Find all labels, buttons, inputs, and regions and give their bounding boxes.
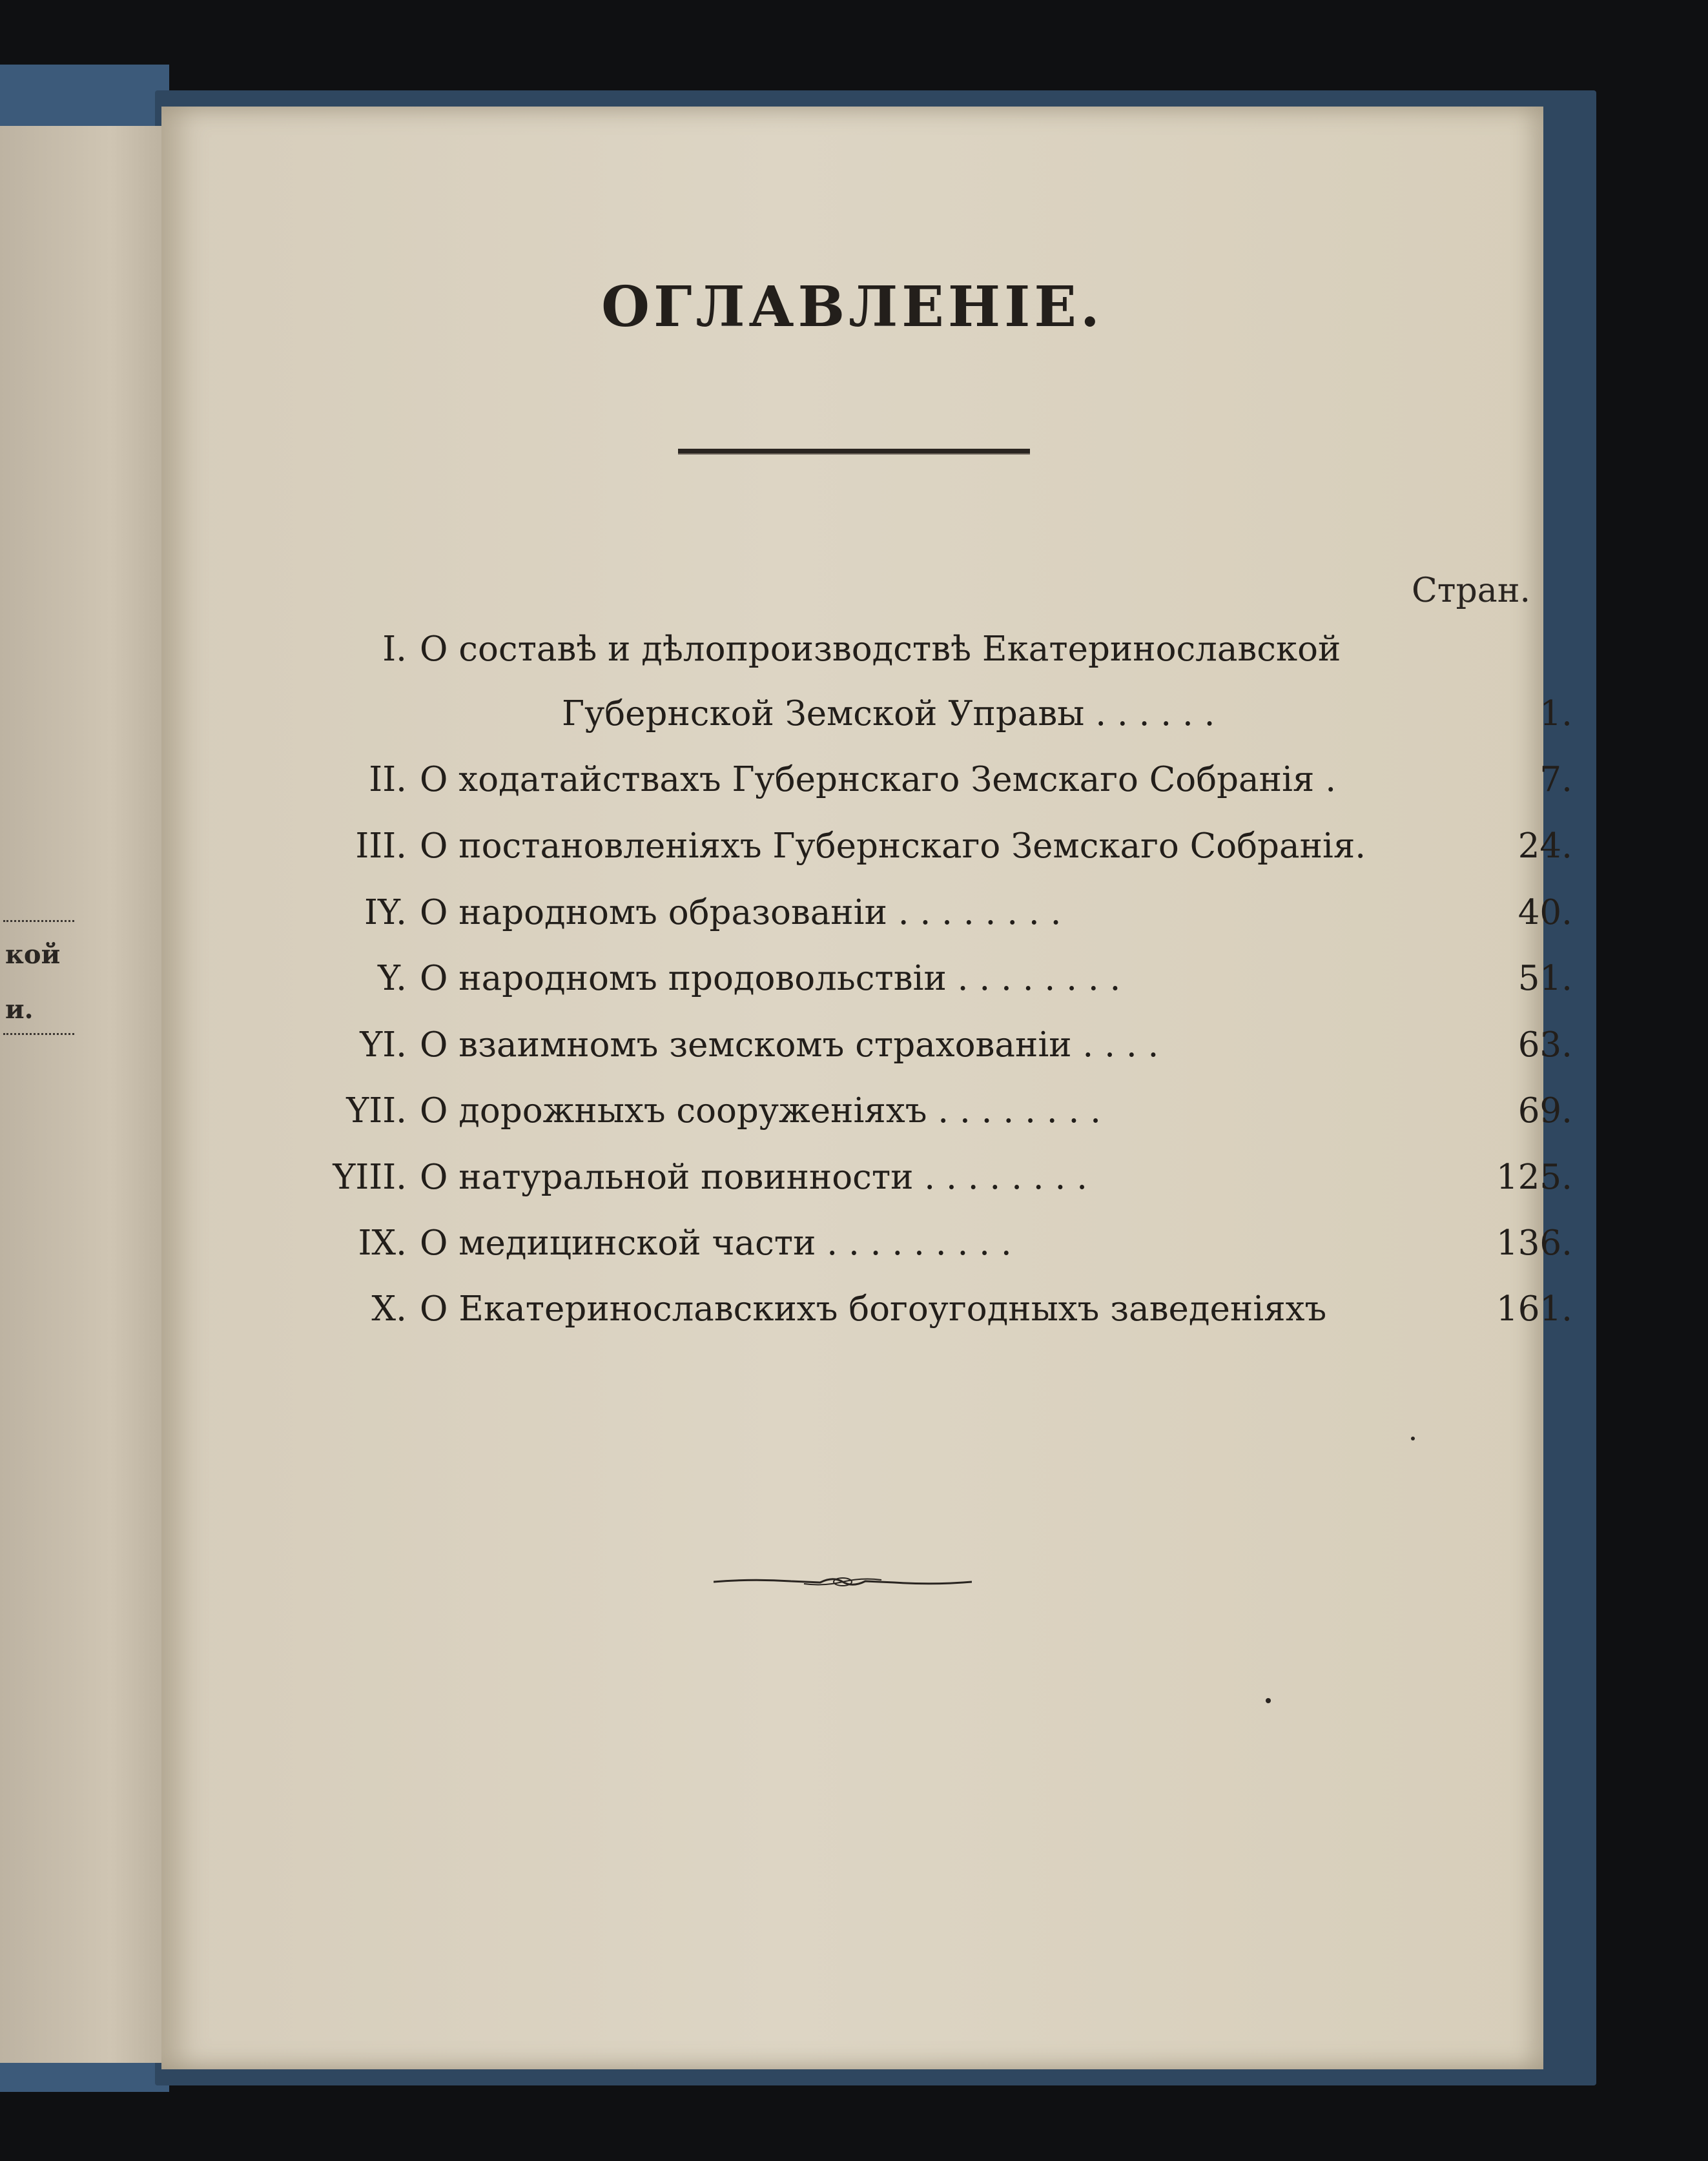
toc-number: II. xyxy=(369,760,407,799)
toc-number: III. xyxy=(355,826,407,866)
toc-page-number: 125. xyxy=(1496,1158,1572,1197)
toc-page-number: 40. xyxy=(1518,893,1572,932)
toc-title: Губернской Земской Управы . . . . . . xyxy=(562,694,1215,733)
toc-entry-continuation xyxy=(329,694,1572,739)
toc-entry xyxy=(329,760,1572,805)
toc-entry xyxy=(329,630,1572,675)
toc-title: О народномъ продовольствіи . . . . . . . . xyxy=(420,959,1121,998)
toc-title: О постановленіяхъ Губернскаго Земскаго Собранія. xyxy=(420,826,1366,866)
page-column-header: Стран. xyxy=(1411,571,1530,610)
toc-entry xyxy=(329,1158,1572,1203)
left-page-fragment: и. xyxy=(5,994,34,1025)
left-page-fragment: кой xyxy=(5,939,61,970)
toc-entry xyxy=(329,826,1572,872)
toc-entry xyxy=(329,893,1572,938)
toc-title: О составѣ и дѣлопроизводствѣ Екатеринославской xyxy=(420,630,1341,669)
toc-title: О медицинской части . . . . . . . . . xyxy=(420,1224,1012,1263)
toc-number: YI. xyxy=(360,1025,407,1065)
paper-speck xyxy=(1266,1698,1271,1703)
toc-number: IY. xyxy=(364,893,407,932)
toc-number: I. xyxy=(382,630,407,669)
toc-number: YII. xyxy=(346,1091,407,1131)
page-title: ОГЛАВЛЕНІЕ. xyxy=(601,274,1104,340)
toc-number: YIII. xyxy=(333,1158,407,1197)
toc-entry xyxy=(329,1224,1572,1269)
ornament-wave xyxy=(3,1027,74,1035)
book-page xyxy=(161,107,1572,2069)
toc-title: О натуральной повинности . . . . . . . . xyxy=(420,1158,1088,1197)
paper-speck xyxy=(1411,1437,1415,1440)
toc-number: Y. xyxy=(377,959,407,998)
toc-entry xyxy=(329,959,1572,1004)
toc-page-number: 69. xyxy=(1518,1091,1572,1131)
toc-title: О Екатеринославскихъ богоугодныхъ заведеніяхъ xyxy=(420,1289,1327,1329)
toc-title: О народномъ образованіи . . . . . . . . xyxy=(420,893,1062,932)
ornament-wave xyxy=(3,914,74,922)
title-rule xyxy=(678,449,1030,455)
ornament-divider xyxy=(714,1572,972,1592)
left-facing-page xyxy=(0,126,184,2063)
toc-entry xyxy=(329,1025,1572,1070)
toc-title: О взаимномъ земскомъ страхованіи . . . . xyxy=(420,1025,1159,1065)
toc-entry xyxy=(329,1091,1572,1136)
toc-page-number: 136. xyxy=(1496,1224,1572,1263)
toc-page-number: 51. xyxy=(1518,959,1572,998)
toc-page-number: 161. xyxy=(1496,1289,1572,1329)
toc-number: X. xyxy=(371,1289,407,1329)
toc-page-number: 1. xyxy=(1539,694,1572,733)
toc-page-number: 24. xyxy=(1518,826,1572,866)
toc-title: О дорожныхъ сооруженіяхъ . . . . . . . . xyxy=(420,1091,1102,1131)
toc-title: О ходатайствахъ Губернскаго Земскаго Собранія . xyxy=(420,760,1337,799)
toc-page-number: 7. xyxy=(1539,760,1572,799)
toc-number: IX. xyxy=(358,1224,407,1263)
toc-entry xyxy=(329,1289,1572,1335)
toc-page-number: 63. xyxy=(1518,1025,1572,1065)
